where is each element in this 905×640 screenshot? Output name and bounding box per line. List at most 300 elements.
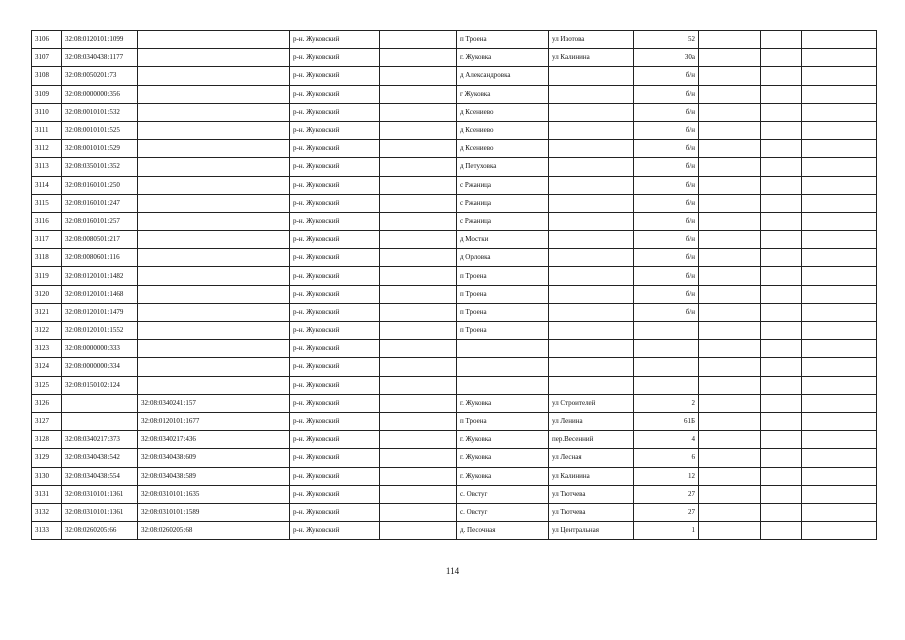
street-cell [549,67,634,85]
extra-column-2-cell [761,376,802,394]
related-cadastral-number-cell [138,231,290,249]
related-cadastral-number-cell: 32:08:0340217:436 [138,431,290,449]
extra-column-1-cell [699,249,761,267]
extra-column-2-cell [761,231,802,249]
extra-column-1-cell [699,376,761,394]
extra-column-3-cell [802,176,877,194]
settlement-cell: с. Овстуг [457,485,549,503]
cadastral-number-cell: 32:08:0340438:542 [62,449,138,467]
settlement-cell: д. Песочная [457,522,549,540]
extra-column-3-cell [802,503,877,521]
district-cell: р-н. Жуковский [290,412,380,430]
extra-column-3-cell [802,158,877,176]
related-cadastral-number-cell: 32:08:0340241:157 [138,394,290,412]
extra-column-1-cell [699,503,761,521]
extra-column-2-cell [761,340,802,358]
blank-column-cell [380,67,457,85]
street-cell: ул Лесная [549,449,634,467]
table-row [32,322,877,340]
row-number-cell: 3129 [32,449,62,467]
house-number-cell: 6 [634,449,699,467]
house-number-cell [634,340,699,358]
street-cell [549,194,634,212]
extra-column-1-cell [699,285,761,303]
district-cell: р-н. Жуковский [290,485,380,503]
extra-column-1-cell [699,176,761,194]
blank-column-cell [380,249,457,267]
street-cell [549,267,634,285]
row-number-cell: 3130 [32,467,62,485]
row-number-cell: 3112 [32,140,62,158]
street-cell [549,140,634,158]
row-number-cell: 3106 [32,31,62,49]
extra-column-3-cell [802,303,877,321]
extra-column-3-cell [802,85,877,103]
extra-column-2-cell [761,394,802,412]
related-cadastral-number-cell [138,212,290,230]
house-number-cell: б/н [634,158,699,176]
street-cell [549,212,634,230]
settlement-cell: г. Жуковка [457,467,549,485]
row-number-cell: 3108 [32,67,62,85]
district-cell: р-н. Жуковский [290,249,380,267]
row-number-cell: 3118 [32,249,62,267]
extra-column-2-cell [761,31,802,49]
row-number-cell: 3109 [32,85,62,103]
extra-column-3-cell [802,522,877,540]
extra-column-1-cell [699,449,761,467]
district-cell: р-н. Жуковский [290,176,380,194]
extra-column-3-cell [802,431,877,449]
register-table-body [32,31,877,540]
house-number-cell [634,376,699,394]
cadastral-number-cell: 32:08:0310101:1361 [62,485,138,503]
table-row [32,49,877,67]
settlement-cell: п Троена [457,267,549,285]
house-number-cell: 27 [634,485,699,503]
blank-column-cell [380,322,457,340]
settlement-cell: д Мостки [457,231,549,249]
related-cadastral-number-cell [138,194,290,212]
district-cell: р-н. Жуковский [290,49,380,67]
row-number-cell: 3113 [32,158,62,176]
extra-column-1-cell [699,358,761,376]
settlement-cell: д Ксениево [457,140,549,158]
cadastral-number-cell: 32:08:0080601:116 [62,249,138,267]
district-cell: р-н. Жуковский [290,376,380,394]
row-number-cell: 3111 [32,121,62,139]
extra-column-2-cell [761,303,802,321]
house-number-cell: б/н [634,267,699,285]
extra-column-1-cell [699,31,761,49]
cadastral-number-cell: 32:08:0000000:334 [62,358,138,376]
cadastral-number-cell: 32:08:0120101:1099 [62,31,138,49]
row-number-cell: 3116 [32,212,62,230]
house-number-cell: 30а [634,49,699,67]
related-cadastral-number-cell: 32:08:0340438:589 [138,467,290,485]
house-number-cell: 1 [634,522,699,540]
house-number-cell: б/н [634,231,699,249]
extra-column-3-cell [802,412,877,430]
related-cadastral-number-cell [138,31,290,49]
blank-column-cell [380,140,457,158]
table-row [32,231,877,249]
settlement-cell: п Троена [457,285,549,303]
row-number-cell: 3133 [32,522,62,540]
table-row [32,485,877,503]
house-number-cell: б/н [634,85,699,103]
settlement-cell: г. Жуковка [457,394,549,412]
settlement-cell: с Ржаница [457,194,549,212]
district-cell: р-н. Жуковский [290,267,380,285]
extra-column-3-cell [802,322,877,340]
extra-column-1-cell [699,322,761,340]
house-number-cell: б/н [634,103,699,121]
extra-column-2-cell [761,267,802,285]
extra-column-2-cell [761,449,802,467]
extra-column-3-cell [802,31,877,49]
settlement-cell: д Александровка [457,67,549,85]
district-cell: р-н. Жуковский [290,212,380,230]
table-row [32,158,877,176]
row-number-cell: 3114 [32,176,62,194]
table-row [32,67,877,85]
street-cell [549,85,634,103]
extra-column-3-cell [802,467,877,485]
extra-column-3-cell [802,49,877,67]
district-cell: р-н. Жуковский [290,358,380,376]
settlement-cell: г. Жуковка [457,431,549,449]
related-cadastral-number-cell [138,103,290,121]
district-cell: р-н. Жуковский [290,449,380,467]
house-number-cell: б/н [634,249,699,267]
related-cadastral-number-cell [138,158,290,176]
house-number-cell [634,358,699,376]
table-row [32,121,877,139]
extra-column-2-cell [761,49,802,67]
row-number-cell: 3131 [32,485,62,503]
blank-column-cell [380,158,457,176]
related-cadastral-number-cell [138,85,290,103]
cadastral-number-cell: 32:08:0120101:1552 [62,322,138,340]
table-row [32,376,877,394]
row-number-cell: 3128 [32,431,62,449]
house-number-cell: 27 [634,503,699,521]
cadastral-number-cell: 32:08:0080501:217 [62,231,138,249]
district-cell: р-н. Жуковский [290,231,380,249]
related-cadastral-number-cell: 32:08:0260205:68 [138,522,290,540]
row-number-cell: 3121 [32,303,62,321]
extra-column-3-cell [802,485,877,503]
street-cell [549,322,634,340]
cadastral-number-cell: 32:08:0160101:257 [62,212,138,230]
district-cell: р-н. Жуковский [290,121,380,139]
blank-column-cell [380,267,457,285]
extra-column-2-cell [761,322,802,340]
street-cell [549,376,634,394]
cadastral-number-cell: 32:08:0010101:529 [62,140,138,158]
related-cadastral-number-cell [138,303,290,321]
extra-column-2-cell [761,121,802,139]
row-number-cell: 3126 [32,394,62,412]
table-row [32,103,877,121]
district-cell: р-н. Жуковский [290,340,380,358]
extra-column-1-cell [699,194,761,212]
street-cell [549,340,634,358]
district-cell: р-н. Жуковский [290,467,380,485]
cadastral-number-cell: 32:08:0340438:1177 [62,49,138,67]
extra-column-2-cell [761,467,802,485]
row-number-cell: 3125 [32,376,62,394]
related-cadastral-number-cell [138,267,290,285]
district-cell: р-н. Жуковский [290,194,380,212]
blank-column-cell [380,85,457,103]
blank-column-cell [380,485,457,503]
settlement-cell: д Орловка [457,249,549,267]
extra-column-1-cell [699,231,761,249]
blank-column-cell [380,194,457,212]
blank-column-cell [380,431,457,449]
extra-column-3-cell [802,231,877,249]
street-cell [549,285,634,303]
blank-column-cell [380,285,457,303]
blank-column-cell [380,358,457,376]
house-number-cell: 61Б [634,412,699,430]
related-cadastral-number-cell [138,340,290,358]
related-cadastral-number-cell [138,176,290,194]
row-number-cell: 3120 [32,285,62,303]
extra-column-1-cell [699,303,761,321]
related-cadastral-number-cell: 32:08:0340438:609 [138,449,290,467]
table-row [32,285,877,303]
row-number-cell: 3115 [32,194,62,212]
cadastral-number-cell: 32:08:0000000:356 [62,85,138,103]
related-cadastral-number-cell [138,121,290,139]
cadastral-number-cell: 32:08:0000000:333 [62,340,138,358]
settlement-cell: г Жуковка [457,85,549,103]
cadastral-number-cell: 32:08:0260205:66 [62,522,138,540]
house-number-cell [634,322,699,340]
extra-column-1-cell [699,412,761,430]
blank-column-cell [380,522,457,540]
related-cadastral-number-cell [138,67,290,85]
house-number-cell: б/н [634,121,699,139]
cadastral-number-cell: 32:08:0050201:73 [62,67,138,85]
extra-column-3-cell [802,285,877,303]
table-row [32,267,877,285]
row-number-cell: 3117 [32,231,62,249]
extra-column-1-cell [699,103,761,121]
extra-column-1-cell [699,267,761,285]
related-cadastral-number-cell [138,285,290,303]
extra-column-1-cell [699,49,761,67]
extra-column-2-cell [761,140,802,158]
extra-column-1-cell [699,121,761,139]
extra-column-1-cell [699,467,761,485]
cadastral-number-cell [62,412,138,430]
extra-column-2-cell [761,503,802,521]
blank-column-cell [380,340,457,358]
table-row [32,431,877,449]
blank-column-cell [380,49,457,67]
related-cadastral-number-cell [138,140,290,158]
settlement-cell [457,376,549,394]
table-row [32,85,877,103]
page-number: 114 [445,566,460,576]
district-cell: р-н. Жуковский [290,85,380,103]
cadastral-number-cell: 32:08:0120101:1482 [62,267,138,285]
extra-column-2-cell [761,194,802,212]
district-cell: р-н. Жуковский [290,158,380,176]
extra-column-3-cell [802,140,877,158]
cadastral-number-cell [62,394,138,412]
district-cell: р-н. Жуковский [290,431,380,449]
settlement-cell: с Ржаница [457,212,549,230]
extra-column-3-cell [802,103,877,121]
row-number-cell: 3110 [32,103,62,121]
extra-column-1-cell [699,394,761,412]
house-number-cell: б/н [634,67,699,85]
extra-column-1-cell [699,140,761,158]
cadastral-number-cell: 32:08:0150102:124 [62,376,138,394]
table-row [32,467,877,485]
blank-column-cell [380,212,457,230]
settlement-cell: д Петуховка [457,158,549,176]
street-cell: пер.Весенний [549,431,634,449]
cadastral-number-cell: 32:08:0160101:247 [62,194,138,212]
extra-column-3-cell [802,67,877,85]
blank-column-cell [380,412,457,430]
extra-column-2-cell [761,67,802,85]
extra-column-3-cell [802,358,877,376]
district-cell: р-н. Жуковский [290,303,380,321]
extra-column-3-cell [802,394,877,412]
district-cell: р-н. Жуковский [290,140,380,158]
street-cell [549,158,634,176]
extra-column-1-cell [699,522,761,540]
street-cell: ул Тютчева [549,485,634,503]
extra-column-2-cell [761,358,802,376]
street-cell [549,176,634,194]
street-cell: ул Ленина [549,412,634,430]
related-cadastral-number-cell: 32:08:0310101:1635 [138,485,290,503]
related-cadastral-number-cell [138,322,290,340]
blank-column-cell [380,31,457,49]
row-number-cell: 3122 [32,322,62,340]
extra-column-3-cell [802,212,877,230]
related-cadastral-number-cell: 32:08:0310101:1589 [138,503,290,521]
extra-column-2-cell [761,412,802,430]
extra-column-1-cell [699,212,761,230]
table-row [32,212,877,230]
settlement-cell: д Ксениево [457,103,549,121]
settlement-cell: п Троена [457,303,549,321]
cadastral-number-cell: 32:08:0120101:1468 [62,285,138,303]
settlement-cell: п Троена [457,412,549,430]
street-cell: ул Калинина [549,49,634,67]
blank-column-cell [380,376,457,394]
settlement-cell: п Троена [457,322,549,340]
extra-column-1-cell [699,158,761,176]
house-number-cell: б/н [634,194,699,212]
street-cell [549,358,634,376]
cadastral-number-cell: 32:08:0120101:1479 [62,303,138,321]
blank-column-cell [380,176,457,194]
settlement-cell [457,358,549,376]
extra-column-2-cell [761,158,802,176]
table-row [32,140,877,158]
cadastral-number-cell: 32:08:0010101:532 [62,103,138,121]
street-cell: ул Изотова [549,31,634,49]
street-cell: ул Тютчева [549,503,634,521]
row-number-cell: 3132 [32,503,62,521]
extra-column-2-cell [761,485,802,503]
house-number-cell: 52 [634,31,699,49]
settlement-cell: с. Овстуг [457,503,549,521]
blank-column-cell [380,121,457,139]
street-cell: ул Строителей [549,394,634,412]
extra-column-1-cell [699,485,761,503]
house-number-cell: б/н [634,212,699,230]
extra-column-2-cell [761,176,802,194]
street-cell [549,303,634,321]
extra-column-2-cell [761,522,802,540]
table-row [32,194,877,212]
blank-column-cell [380,103,457,121]
district-cell: р-н. Жуковский [290,285,380,303]
extra-column-3-cell [802,194,877,212]
related-cadastral-number-cell: 32:08:0120101:1677 [138,412,290,430]
related-cadastral-number-cell [138,358,290,376]
extra-column-2-cell [761,103,802,121]
related-cadastral-number-cell [138,376,290,394]
house-number-cell: б/н [634,176,699,194]
district-cell: р-н. Жуковский [290,503,380,521]
settlement-cell [457,340,549,358]
extra-column-3-cell [802,376,877,394]
settlement-cell: г. Жуковка [457,49,549,67]
related-cadastral-number-cell [138,249,290,267]
house-number-cell: 4 [634,431,699,449]
blank-column-cell [380,467,457,485]
table-row [32,412,877,430]
street-cell [549,249,634,267]
district-cell: р-н. Жуковский [290,322,380,340]
table-row [32,394,877,412]
blank-column-cell [380,394,457,412]
extra-column-3-cell [802,449,877,467]
cadastral-number-cell: 32:08:0340438:554 [62,467,138,485]
cadastral-number-cell: 32:08:0010101:525 [62,121,138,139]
extra-column-3-cell [802,249,877,267]
extra-column-1-cell [699,340,761,358]
table-row [32,522,877,540]
table-row [32,340,877,358]
extra-column-1-cell [699,85,761,103]
row-number-cell: 3124 [32,358,62,376]
extra-column-1-cell [699,67,761,85]
table-row [32,503,877,521]
house-number-cell: б/н [634,285,699,303]
district-cell: р-н. Жуковский [290,522,380,540]
row-number-cell: 3107 [32,49,62,67]
settlement-cell: с Ржаница [457,176,549,194]
blank-column-cell [380,503,457,521]
row-number-cell: 3127 [32,412,62,430]
row-number-cell: 3119 [32,267,62,285]
row-number-cell: 3123 [32,340,62,358]
table-row [32,303,877,321]
